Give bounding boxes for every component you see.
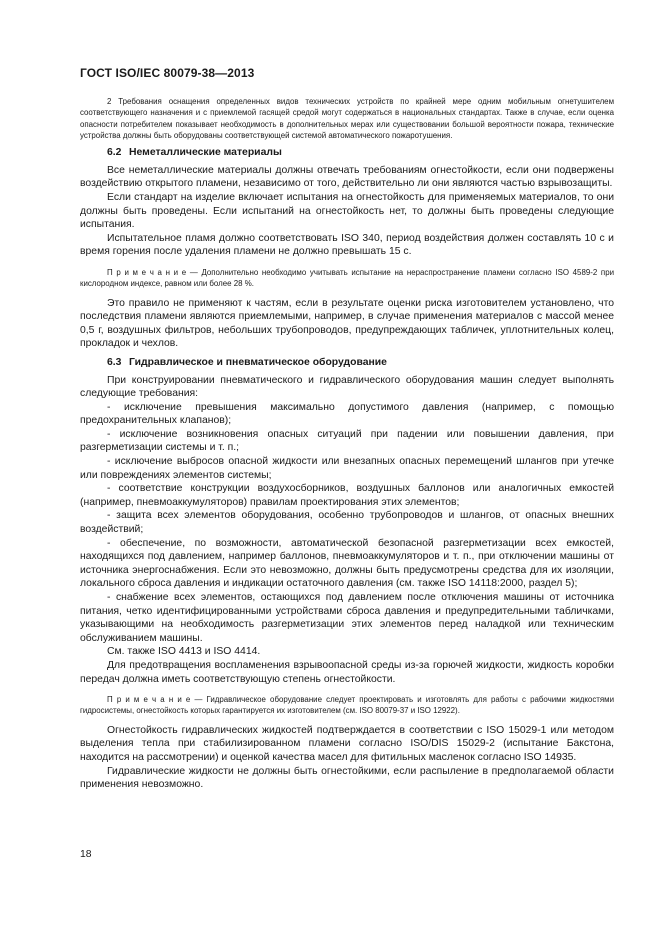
- section-heading: [107, 356, 614, 370]
- list-item: - защита всех элементов оборудования, особенно трубопроводов и шлангов, от опасных внешних воздействий;: [80, 510, 614, 536]
- list-item: - соответствие конструкции воздухосборников, воздушных баллонов или аналогичных емкостей (например, пневмоаккумуляторов) правилам проектирования этих элементов;: [80, 483, 614, 508]
- list-item: - исключение возникновения опасных ситуаций при падении или повышении давления, при разгерметизации системы и т. п.;: [80, 428, 614, 454]
- note-paragraph: 2 Требования оснащения определенных видов технических устройств по крайней мере одним мобильным огнетушителем соответствующего назначения и с приемлемой гасящей средой могут содержаться в национальных стандартах. Также в случае, если оценка опасности потребителем показывает необходимость в дополнительных мерах или существовании большой вероятности пожара, технические устройства должны быть оборудованы соответствующей системой автоматического пожаротушения.: [80, 97, 614, 140]
- body-paragraph: Это правило не применяют к частям, если в результате оценки риска изготовителем установлено, что последствия пламени являются приемлемыми, например, в случае применения материалов с массой менее 0,5 г, воздушных фильтров, небольших трубопроводов, предупреждающих табличек, уплотнительных колец, прокладок и чехлов.: [80, 297, 614, 350]
- note-paragraph: П р и м е ч а н и е — Дополнительно необходимо учитывать испытание на нераспространение пламени согласно ISO 4589-2 при кислородном индексе, равном или более 28 %.: [80, 267, 614, 289]
- body-paragraph: Все неметаллические материалы должны отвечать требованиям огнестойкости, если они подвержены воздействию открытого пламени, независимо от того, действительно ли они являются частью взрывозащиты.: [80, 164, 614, 190]
- body-paragraph: Для предотвращения воспламенения взрывоопасной среды из-за горючей жидкости, жидкость коробки передач должна иметь соответствующую степень огнестойкости.: [80, 659, 614, 685]
- body-paragraph: Если стандарт на изделие включает испытания на огнестойкость для применяемых материалов, то они должны быть проведены. Если испытаний на огнестойкость нет, то должны быть проведены следующие испытания.: [80, 191, 614, 231]
- body-paragraph: Огнестойкость гидравлических жидкостей подтверждается в соответствии с ISO 15029-1 или методом выделения тепла при стабилизированном пламени согласно ISO/DIS 15029-2 (испытание Бакстона, находится на рассмотрении) и оценкой качества масел для фитильных масленок согласно ISO 14935.: [80, 724, 614, 763]
- page-content: [80, 96, 614, 792]
- section-number: 6.3: [107, 356, 122, 368]
- body-paragraph: Испытательное пламя должно соответствовать ISO 340, период воздействия должен составлять 10 с и время горения после удаления пламени не должно превышать 15 с.: [80, 232, 614, 258]
- section-title: Неметаллические материалы: [129, 147, 282, 159]
- section-title: Гидравлическое и пневматическое оборудование: [129, 356, 387, 368]
- section-heading: [107, 146, 614, 160]
- section-number: 6.2: [107, 147, 122, 159]
- page-number: 18: [80, 849, 92, 860]
- list-item: - исключение превышения максимально допустимого давления (например, с помощью предохранительных клапанов);: [80, 401, 614, 427]
- body-paragraph: Гидравлические жидкости не должны быть огнестойкими, если распыление в предполагаемой области применения невозможно.: [80, 765, 614, 791]
- list-item: - обеспечение, по возможности, автоматической безопасной разгерметизации всех емкостей, находящихся под давлением, например баллонов, пневмоаккумуляторов и т. п., при отключении машины от источника энергоснабжения. Если это невозможно, должны быть предусмотрены средства для их изоляции, локального сброса давления и индикации остаточного давления (см. также ISO 14118:2000, раздел 5);: [80, 537, 614, 590]
- body-paragraph: См. также ISO 4413 и ISO 4414.: [107, 646, 261, 658]
- list-item: - исключение выбросов опасной жидкости или внезапных опасных перемещений шлангов при утечке или повреждениях элементов системы;: [80, 456, 614, 481]
- body-paragraph: При конструировании пневматического и гидравлического оборудования машин следует выполнять следующие требования:: [80, 374, 614, 400]
- document-header: ГОСТ ISO/IEC 80079-38—2013: [80, 66, 255, 80]
- list-item: - снабжение всех элементов, остающихся под давлением после отключения машины от источника питания, четко идентифицированными устройствами сброса давления и предупредительными табличками, указывающими на необходимость разгерметизации этих элементов перед наладкой или техническим обслуживанием машины.: [80, 592, 614, 644]
- note-paragraph: П р и м е ч а н и е — Гидравлическое оборудование следует проектировать и изготовлять для работы с рабочими жидкостями гидросистемы, огнестойкость которых гарантируется их изготовителем (см. ISO 80079-37 и ISO 12922).: [80, 695, 614, 716]
